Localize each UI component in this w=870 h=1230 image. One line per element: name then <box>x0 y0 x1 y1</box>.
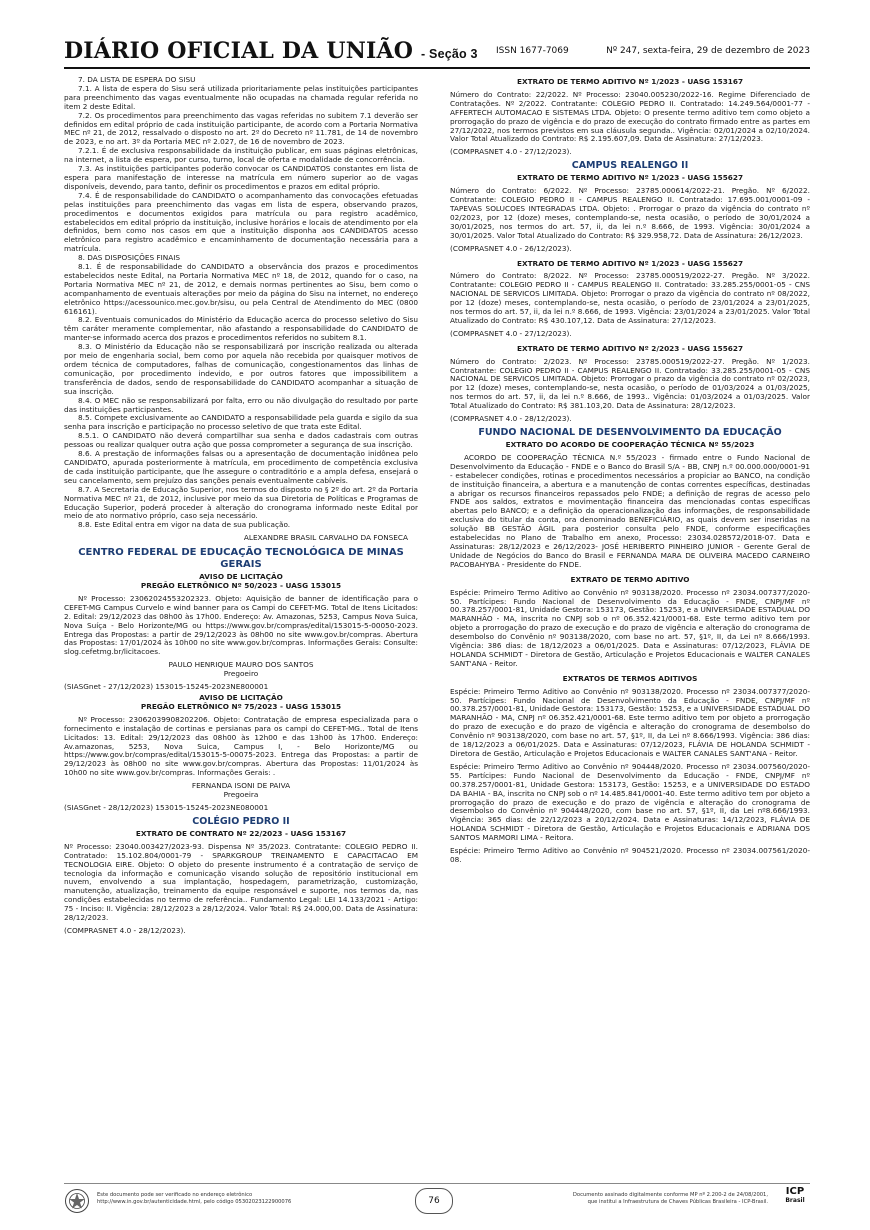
paragraph: 8.4. O MEC não se responsabilizará por falta, erro ou não divulgação do resultado por parte das instituições participantes. <box>64 395 418 414</box>
signature-note-line: Documento assinado digitalmente conforme MP nº 2.200-2 de 24/08/2001, <box>572 1192 768 1198</box>
org-heading-fnde: FUNDO NACIONAL DE DESENVOLVIMENTO DA EDUCAÇÃO <box>478 427 782 438</box>
comprasnet-reference: (COMPRASNET 4.0 - 27/12/2023). <box>450 147 572 157</box>
left-column <box>64 76 418 936</box>
signature: FERNANDA ISONI DE PAIVA <box>191 781 291 791</box>
paragraph: 7.1. A lista de espera do Sisu será utilizada prioritariamente pelas instituições participantes para preenchimento das vagas eventualmente não ocupadas na chamada regular referida no item 2 deste Edital. <box>64 83 418 111</box>
signature-note <box>510 1192 768 1206</box>
icp-logo-text: ICP <box>785 1186 805 1197</box>
comprasnet-reference: (COMPRASNET 4.0 - 27/12/2023). <box>450 328 572 338</box>
verification-url[interactable]: http://www.in.gov.br/autenticidade.html, pelo código 05302023122900076 <box>97 1199 292 1205</box>
signature-note-line: que institui a Infraestrutura de Chaves Públicas Brasileira - ICP-Brasil. <box>587 1199 768 1205</box>
header-rule <box>64 67 810 69</box>
notice-body: Nº Processo: 23062024553202323. Objeto: Aquisição de banner de identificação para o CEFET-MG Campus Curvelo e wind banner para os Campi do CEFET-MG. Total de Itens Licitados: 2. Edital: 29/12/2023 das 08h00 às 17h00. Endereço: Av. Amazonas, 5253, Campus Nova Suica, Nova Suíça - Belo Horizonte/MG ou https://www.gov.br/compras/edital/153015-5-00050-2023. Entrega das Propostas: a partir de 29/12/2023 às 08h00 no site www.gov.br/compras. Abertura das Propostas: 17/01/2024 às 10h00 no site www.gov.br/compras. Informações Gerais: Consulte: slog.cefetmg.br/licitacoes. <box>64 593 418 657</box>
paragraph: 7.2. Os procedimentos para preenchimento das vagas referidas no subitem 7.1 deverão ser definidos em edital próprio de cada instituição participante, de acordo com a Portaria Normativa MEC nº 21, de 2012, ressalvado o disposto no art. 2º do Decreto nº 11.781, de 14 de novembro de 2023, e no art. 3º da Portaria MEC nº 2.027, de 16 de novembro de 2023. <box>64 110 418 147</box>
notice-body: Espécie: Primeiro Termo Aditivo ao Convênio nº 903138/2020. Processo nº 23034.007377/2020-50. Partícipes: Fundo Nacional de Desenvolvimento da Educação - FNDE, CNPJ/MF nº 00.378.257/0001-81, Unidade Gestora: 153173, Gestão: 15253, e a UNIVERSIDADE ESTADUAL DO MARANHÃO - MA, inscrita no CNPJ sob o nº 06.352.421/0001-68. Este termo aditivo tem por objeto a prorrogação do prazo de execução e do prazo de vigência e alteração do cronograma de desembolso do Convênio nº 903138/2020, com base no art. 57, §1º, II, da Lei nº 8.666/1993. Vigência: 386 dias: de 18/12/2023 a 06/01/2025. Data e Assinaturas: 07/12/2023, FLÁVIA DE HOLANDA SCHMIDT - Diretora de Gestão, Articulação e Projetos Educacionais e WALTER CANALES SANT'ANA - Reitor. <box>450 587 810 668</box>
coat-of-arms-icon <box>64 1188 90 1214</box>
notice-body: Espécie: Primeiro Termo Aditivo ao Convênio nº 903138/2020. Processo nº 23034.007377/2020-50. Partícipes: Fundo Nacional de Desenvolvimento da Educação - FNDE, CNPJ/MF nº 00.378.257/0001-81, Unidade Gestora: 153173, Gestão: 15253, e a UNIVERSIDADE ESTADUAL DO MARANHÃO - MA, CNPJ nº 06.352.421/0001-68. Este termo aditivo tem por objeto a prorrogação do prazo de execução e do prazo de vigência e alteração do cronograma de desembolso do Convênio nº 903138/2020, com base no art. 57, §1º, II, da Lei nº 8.666/1993. Vigência: 386 dias: de 18/12/2023 a 06/01/2025. Data e Assinaturas: 07/12/2023, FLÁVIA DE HOLANDA SCHMIDT - Diretora de Gestão, Articulação e Projetos Educacionais e WALTER CANALES SANT'ANA - Reitor. <box>450 686 810 758</box>
notice-title: EXTRATO DE TERMO ADITIVO Nº 2/2023 - UASG 155627 <box>516 343 744 353</box>
paragraph: 8.7. A Secretaria de Educação Superior, nos termos do disposto no § 2º do art. 2º da Portaria Normativa MEC nº 21, de 2012, inclusive por meio da sua Diretoria de Políticas e Programas de Educação Superior, poderá proceder à alteração do cronograma informado neste Edital por meio de ato normativo próprio, caso seja necessário. <box>64 484 418 521</box>
notice-body: Número do Contrato: 8/2022. Nº Processo: 23785.000519/2022-27. Pregão. Nº 3/2022. Contratante: COLEGIO PEDRO II - CAMPUS REALENGO II. Contratado: 33.285.255/0001-05 - CNS NACIONAL DE SERVICOS LIMITADA. Objeto: Prorrogar o prazo da vigência do contrato nº 08/2022, por 12 (doze) meses, contemplando-se, nesta ocasião, o período de 23/01/2024 a 23/01/2025, nos termos do art. 57, ii, da lei n.º 8.666, de 1993. Vigência: 23/01/2024 a 23/01/2025. Valor Total Atualizado do Contrato: R$ 430.107,12. Data de Assinatura: 27/12/2023. <box>450 271 810 325</box>
notice-body: Nº Processo: 23062039908202206. Objeto: Contratação de empresa especializada para o fornecimento e instalação de cortinas e persianas para os campi do CEFET-MG.. Total de Itens Licitados: 13. Edital: 29/12/2023 das 08h00 às 12h00 e das 13h00 às 17h00. Endereço: Av.amazonas, 5253, Nova Suica, Campus I, - Belo Horizonte/MG ou https://www.gov.br/compras/edital/153015-5-00075-2023. Entrega das Propostas: a partir de 29/12/2023 às 08h00 no site www.gov.br/compras. Abertura das Propostas: 11/01/2024 às 10h00 no site www.gov.br/compras. Informações Gerais: . <box>64 714 418 778</box>
page-number: 76 <box>415 1188 453 1214</box>
notice-title-line: PREGÃO ELETRÔNICO Nº 50/2023 - UASG 153015 <box>140 581 342 591</box>
paragraph: 8.3. O Ministério da Educação não se responsabilizará por inscrição realizada ou alterada por meio de engenharia social, bem como por aquela não recebida por quaisquer motivos de ordem técnica de computadores, falhas de comunicação, congestionamentos das linhas de comunicação, por procedimento indevido, e por outros fatores que impossibilitem a transferência de dados, sendo de responsabilidade do CANDIDATO acompanhar a situação de sua inscrição. <box>64 342 418 396</box>
paragraph: 8.1. É de responsabilidade do CANDIDATO a observância dos prazos e procedimentos estabelecidos neste Edital, na Portaria Normativa MEC nº 18, de 2012, quando for o caso, na Portaria Normativa MEC nº 21, de 2012, e demais normas pertinentes ao Sisu, bem como o acompanhamento de eventuais alterações por meio da página do Sisu na internet, no endereço eletrônico https://acessounico.mec.gov.br/sisu, ou pela Central de Atendimento do MEC (0800 616161). <box>64 262 418 316</box>
paragraph: 8.6. A prestação de informações falsas ou a apresentação de documentação inidônea pelo CANDIDATO, apurada posteriormente à matrícula, em procedimento de competência exclusiva de cada instituição participante, que lhe assegure o contraditório e a ampla defesa, ensejará o seu cancelamento, sem prejuízo das sanções penais eventualmente cabíveis. <box>64 449 418 485</box>
edition-date: Nº 247, sexta-feira, 29 de dezembro de 2023 <box>606 46 810 56</box>
verification-note <box>97 1192 291 1206</box>
masthead-title: DIÁRIO OFICIAL DA UNIÃO <box>64 38 414 64</box>
siasg-reference: (SIASGnet - 27/12/2023) 153015-15245-2023NE800001 <box>64 682 269 692</box>
signature-role: Pregoeiro <box>223 669 259 679</box>
comprasnet-reference: (COMPRASNET 4.0 - 28/12/2023). <box>450 414 572 424</box>
icp-brasil-logo <box>780 1186 810 1204</box>
notice-body: Número do Contrato: 2/2023. Nº Processo: 23785.000519/2022-27. Pregão. Nº 1/2023. Contratante: COLEGIO PEDRO II - CAMPUS REALENGO II. Contratado: 33.285.255/0001-05 - CNS NACIONAL DE SERVICOS LIMITADA. Objeto: Prorrogar o prazo da vigência do contrato nº 02/2023, por 12 (doze) meses, contemplando-se, nesta ocasião, o período de 01/03/2024 a 01/03/2025, nos termos do art. 57, ii, da lei n.º 8.666, de 1993.. Vigência: 01/03/2024 a 01/03/2025. Valor Total Atualizado do Contrato: R$ 381.103,20. Data de Assinatura: 28/12/2023. <box>450 356 810 411</box>
notice-title: EXTRATOS DE TERMOS ADITIVOS <box>562 673 698 683</box>
page-header <box>64 38 810 62</box>
paragraph: 8.2. Eventuais comunicados do Ministério da Educação acerca do processo seletivo do Sisu têm caráter meramente complementar, não afastando a responsabilidade do CANDIDATO de manter-se informado acerca dos prazos e procedimentos referidos no subitem 8.1. <box>64 315 418 343</box>
issn: ISSN 1677-7069 <box>496 46 569 56</box>
siasg-reference: (SIASGnet - 28/12/2023) 153015-15245-2023NE080001 <box>64 802 269 812</box>
paragraph: 8.5.1. O CANDIDATO não deverá compartilhar sua senha e dados cadastrais com outras pessoas ou realizar qualquer outra ação que possa comprometer a segurança de sua inscrição. <box>64 431 418 450</box>
paragraph: 7.2.1. É de exclusiva responsabilidade da instituição publicar, em suas páginas eletrônicas, na internet, a lista de espera, por curso, turno, local de oferta e modalidade de concorrência. <box>64 146 418 165</box>
notice-body: Espécie: Primeiro Termo Aditivo ao Convênio nº 904448/2020. Processo nº 23034.007560/2020-55. Partícipes: Fundo Nacional de Desenvolvimento da Educação - FNDE, CNPJ/MF nº 00.378.257/0001-81, Unidade Gestora: 153173, Gestão: 15253, e a UNIVERSIDADE DO ESTADO DA BAHIA - BA, inscrita no CNPJ sob o nº 14.485.841/0001-40. Este termo aditivo tem por objeto a prorrogação do prazo de execução e do prazo de vigência e alteração do cronograma de desembolso do Convênio nº 904448/2020, com base no art. 57, §1º, II, da Lei nº8.666/1993. Vigência: 365 dias: de 22/12/2023 a 20/12/2024. Data e Assinaturas: 14/12/2023, FLÁVIA DE HOLANDA SCHMIDT - Diretora de Gestão, Articulação e Projetos Educacionais e ADRIANA DOS SANTOS MARMORI LIMA - Reitora. <box>450 761 810 843</box>
signature-role: Pregoeira <box>223 790 259 800</box>
org-heading-campus: CAMPUS REALENGO II <box>571 160 689 172</box>
paragraph: 8. DAS DISPOSIÇÕES FINAIS <box>78 253 181 263</box>
masthead <box>64 38 478 64</box>
notice-title <box>64 694 418 712</box>
comprasnet-reference: (COMPRASNET 4.0 - 26/12/2023). <box>450 243 572 253</box>
verification-line: Este documento pode ser verificado no endereço eletrônico <box>97 1192 253 1198</box>
notice-body: Número do Contrato: 22/2022. Nº Processo: 23040.005230/2022-16. Regime Diferenciado de Contratações. Nº 2/2022. Contratante: COLEGIO PEDRO II. Contratado: 14.249.564/0001-77 - AFFERTECH AUTOMACAO E SISTEMAS LTDA. Objeto: O presente termo aditivo tem como objeto a prorrogação do prazo de vigência e do prazo de execução do contrato firmado entre as partes em 27/12/2022, nos termos previstos em sua cláusula segunda.. Vigência: 02/01/2024 a 02/10/2024. Valor Total Atualizado do Contrato: R$ 2.195.607,09. Data de Assinatura: 27/12/2023. <box>450 89 810 144</box>
notice-title: EXTRATO DE CONTRATO Nº 22/2023 - UASG 153167 <box>135 828 347 838</box>
section-label: - Seção 3 <box>421 47 478 61</box>
org-heading-cefet: CENTRO FEDERAL DE EDUCAÇÃO TECNOLÓGICA DE MINAS GERAIS <box>78 547 404 570</box>
notice-title <box>64 573 418 591</box>
notice-title: EXTRATO DE TERMO ADITIVO Nº 1/2023 - UASG 153167 <box>516 77 744 86</box>
notice-title-line: PREGÃO ELETRÔNICO Nº 75/2023 - UASG 153015 <box>140 701 342 711</box>
paragraph: 8.5. Compete exclusivamente ao CANDIDATO a responsabilidade pela guarda e sigilo da sua senha para inscrição e participação no processo seletivo de que trata este Edital. <box>64 413 418 432</box>
signature: ALEXANDRE BRASIL CARVALHO DA FONSECA <box>243 533 408 543</box>
notice-body: Número do Contrato: 6/2022. Nº Processo: 23785.000614/2022-21. Pregão. Nº 6/2022. Contratante: COLEGIO PEDRO II - CAMPUS REALENGO II. Contratado: 17.695.001/0001-09 - TAPEVAS SOLUCOES INTEGRADAS LTDA. Objeto: . Prorrogar o prazo da vigência do contrato nº 02/2023, por 12 (doze) meses, contemplando-se, nesta ocasião, o período de 30/01/2024 a 30/01/2025, nos termos do art. 57, ii, da lei n.º 8.666, de 1993. Vigência: 30/01/2024 a 30/01/2025. Valor Total Atualizado do Contrato: R$ 329.958,72. Data de Assinatura: 26/12/2023. <box>450 186 810 240</box>
notice-title: EXTRATO DO ACORDO DE COOPERAÇÃO TÉCNICA Nº 55/2023 <box>505 440 755 449</box>
right-column <box>450 76 810 865</box>
paragraph: 7. DA LISTA DE ESPERA DO SISU <box>78 75 196 84</box>
notice-body: Nº Processo: 23040.003427/2023-93. Dispensa Nº 35/2023. Contratante: COLEGIO PEDRO II. Contratado: 15.102.804/0001-79 - SPARKGROUP TREINAMENTO E CAPACITACAO EM TECNOLOGIA EIRE. Objeto: O objeto do presente instrumento é a contratação de serviço de tecnologia da informação e comunicação visando solução de repositório institucional em nuvem, envolvendo a sua implantação, hospedagem, parametrização, customização, manutenção, atualização, treinamento da equipe responsável e suporte, nos termos da, nas condições estabelecidas no termo de referência.. Fundamento Legal: LEI 14.133/2021 - Artigo: 75 - Inciso: II. Vigência: 28/12/2023 a 28/12/2024. Valor Total: R$ 24.000,00. Data de Assinatura: 28/12/2023. <box>64 841 418 923</box>
notice-title: EXTRATO DE TERMO ADITIVO Nº 1/2023 - UASG 155627 <box>516 173 744 183</box>
notice-title-line: AVISO DE LICITAÇÃO <box>199 572 283 582</box>
notice-title-line: AVISO DE LICITAÇÃO <box>199 693 283 702</box>
paragraph: 7.4. É de responsabilidade do CANDIDATO o acompanhamento das convocações efetuadas pelas instituições para preenchimento das vagas em lista de espera, observando prazos, procedimentos e documentos exigidos para matrícula ou para registro acadêmico, estabelecidos em edital próprio da instituição, inclusive horários e locais de atendimento por ela definidos, bem como nos casos em que a instituição disponha aos CANDIDATOS acesso eletrônico para registro acadêmico e encaminhamento de documentação necessária para a matrícula. <box>64 190 418 254</box>
notice-title: EXTRATO DE TERMO ADITIVO Nº 1/2023 - UASG 155627 <box>516 258 744 268</box>
paragraph: 8.8. Este Edital entra em vigor na data de sua publicação. <box>78 520 291 530</box>
org-heading-colegio: COLÉGIO PEDRO II <box>192 815 290 827</box>
icp-logo-subtext: Brasil <box>785 1197 805 1204</box>
comprasnet-reference: (COMPRASNET 4.0 - 28/12/2023). <box>64 925 186 935</box>
paragraph: 7.3. As instituições participantes poderão convocar os CANDIDATOS constantes em lista de espera para manifestação de interesse na matrícula em número superior ao de vagas disponíveis, devendo, para tanto, definir os procedimentos e prazos em edital próprio. <box>64 164 418 191</box>
notice-body: ACORDO DE COOPERAÇÃO TÉCNICA N.º 55/2023 - firmado entre o Fundo Nacional de Desenvolvimento da Educação - FNDE e o Banco do Brasil S/A - BB, CNPJ n.º 00.000.000/0001-91 - estabelecer condições, rotinas e procedimentos necessários a propiciar ao BANCO, na condição de instituição financeira, a abertura e a manutenção de contas correntes específicas, destinadas a abrigar os recursos financeiros repassados pelo FNDE; a definição de regras de acesso pelo FNDE aos saldos, extratos e movimentação financeira das mencionadas contas específicas abertas pelo BANCO; e a definição da operacionalização das informações, de responsabilidade exclusiva do titular da conta, ora denominado BENEFICIÁRIO, as quais devem ser inseridas na solução BB GESTÃO ÁGIL para posterior consulta pelo FNDE, conforme especificações estabelecidas no Plano de Trabalho em anexo, Processo: 23034.028572/2018-07. Data e Assinaturas: 28/12/2023 e 26/12/2023- JOSÉ HERIBERTO PINHEIRO JUNIOR - Gerente Geral de Unidade de Negócios do Banco do Brasil e FERNANDA MARA DE OLIVEIRA MACEDO CARNEIRO PACOBAHYBA - Presidente do FNDE. <box>450 452 810 569</box>
signature: PAULO HENRIQUE MAURO DOS SANTOS <box>168 660 314 670</box>
footer-rule <box>64 1183 810 1184</box>
notice-title: EXTRATO DE TERMO ADITIVO <box>570 574 690 584</box>
notice-body: Espécie: Primeiro Termo Aditivo ao Convênio nº 904521/2020. Processo nº 23034.007561/2020-08. <box>450 846 810 864</box>
